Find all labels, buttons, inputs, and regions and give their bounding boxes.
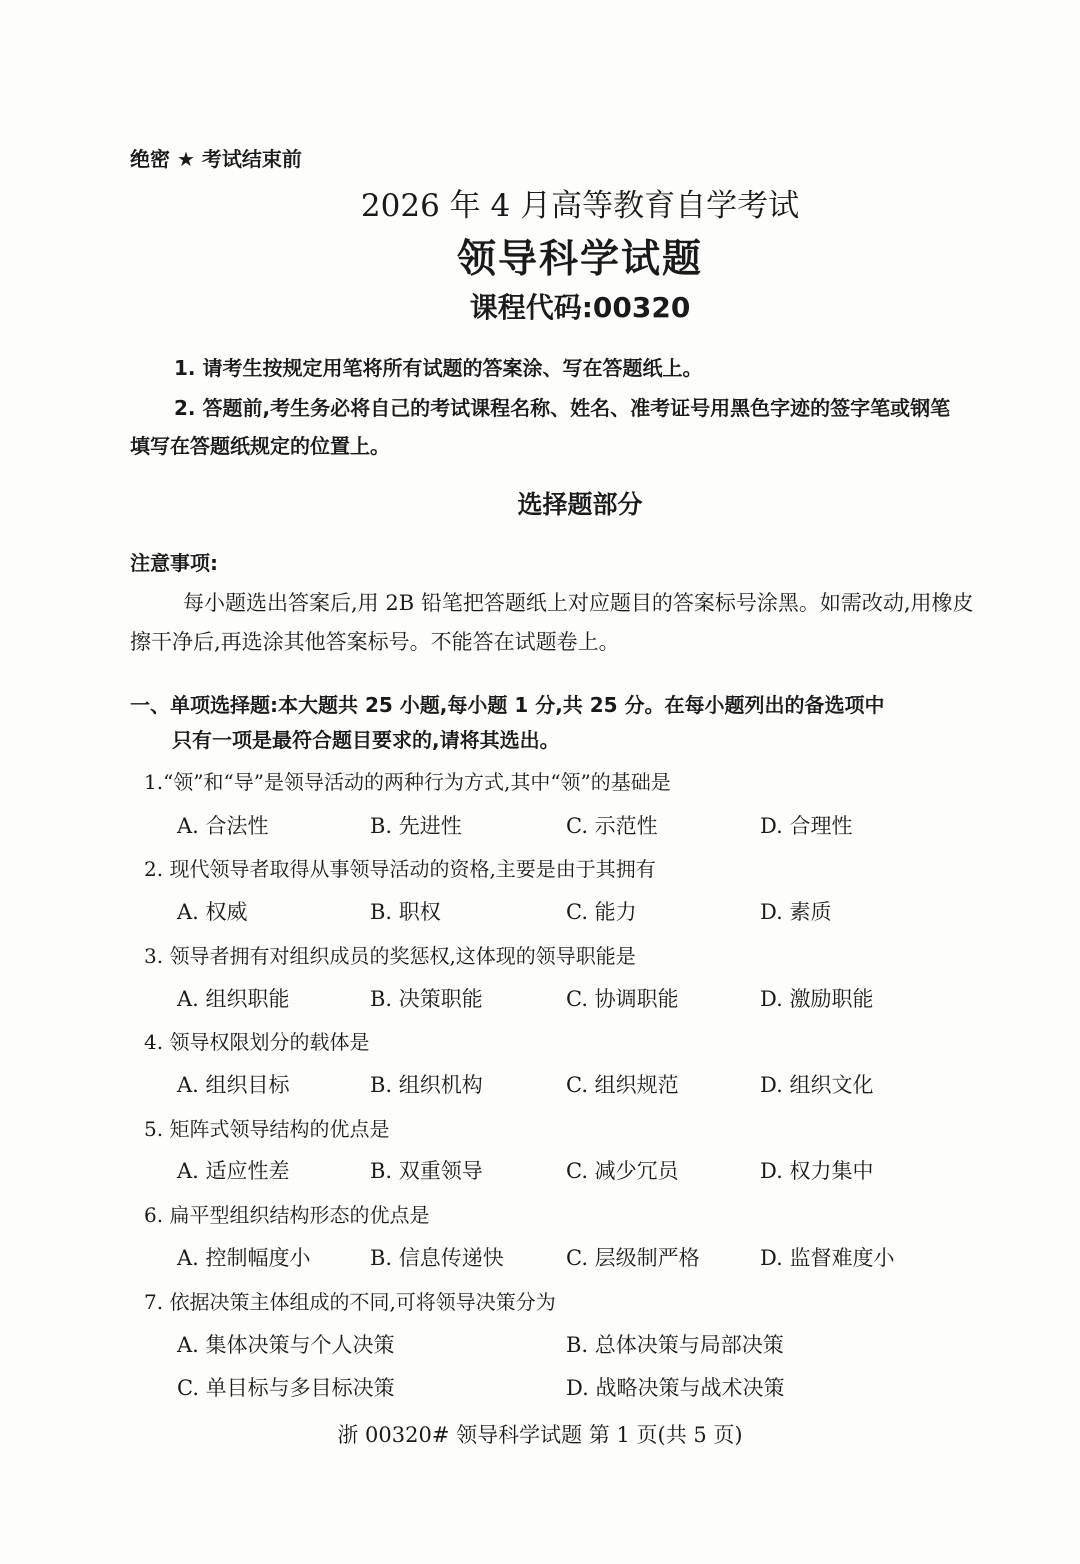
page-footer: 浙 00320# 领导科学试题 第 1 页(共 5 页)	[337, 1423, 743, 1447]
question-7-option-c: C. 单目标与多目标决策	[177, 1376, 395, 1400]
question-1-stem: 1.“领”和“导”是领导活动的两种行为方式,其中“领”的基础是	[144, 770, 671, 794]
question-5-option-d: D. 权力集中	[760, 1159, 874, 1183]
notice-line-1: 每小题选出答案后,用 2B 铅笔把答题纸上对应题目的答案标号涂黑。如需改动,用橡皮	[183, 591, 974, 615]
question-4-stem: 4. 领导权限划分的载体是	[144, 1030, 370, 1054]
question-6-option-a: A. 控制幅度小	[177, 1246, 311, 1270]
question-3-option-d: D. 激励职能	[760, 987, 874, 1011]
question-6-option-c: C. 层级制严格	[566, 1246, 700, 1270]
notice-title: 注意事项:	[130, 551, 218, 575]
question-7-option-d: D. 战略决策与战术决策	[566, 1376, 785, 1400]
question-4-option-a: A. 组织目标	[177, 1073, 290, 1097]
instruction-1: 1. 请考生按规定用笔将所有试题的答案涂、写在答题纸上。	[174, 356, 703, 380]
question-2-option-a: A. 权威	[177, 900, 248, 924]
question-1-option-d: D. 合理性	[760, 814, 853, 838]
question-5-stem: 5. 矩阵式领导结构的优点是	[144, 1117, 390, 1141]
instruction-2: 2. 答题前,考生务必将自己的考试课程名称、姓名、准考证号用黑色字迹的签字笔或钢笔	[174, 396, 951, 420]
question-2-stem: 2. 现代领导者取得从事领导活动的资格,主要是由于其拥有	[144, 857, 656, 881]
question-6-stem: 6. 扁平型组织结构形态的优点是	[144, 1203, 430, 1227]
question-3-stem: 3. 领导者拥有对组织成员的奖惩权,这体现的领导职能是	[144, 944, 636, 968]
question-1-option-b: B. 先进性	[370, 814, 462, 838]
exam-title: 领导科学试题	[456, 237, 703, 282]
question-3-option-a: A. 组织职能	[177, 987, 290, 1011]
notice-line-2: 擦干净后,再选涂其他答案标号。不能答在试题卷上。	[130, 630, 620, 654]
question-2-option-d: D. 素质	[760, 900, 832, 924]
question-7-option-a: A. 集体决策与个人决策	[177, 1333, 395, 1357]
question-2-option-c: C. 能力	[566, 900, 637, 924]
part-one-heading-continued: 只有一项是最符合题目要求的,请将其选出。	[172, 728, 560, 752]
question-6-option-d: D. 监督难度小	[760, 1246, 895, 1270]
question-3-option-b: B. 决策职能	[370, 987, 483, 1011]
section-title: 选择题部分	[517, 490, 643, 519]
question-7-option-b: B. 总体决策与局部决策	[566, 1333, 784, 1357]
question-2-option-b: B. 职权	[370, 900, 441, 924]
question-7-stem: 7. 依据决策主体组成的不同,可将领导决策分为	[144, 1290, 556, 1314]
instruction-2-continued: 填写在答题纸规定的位置上。	[130, 434, 390, 458]
exam-session-title: 2026 年 4 月高等教育自学考试	[360, 188, 800, 224]
question-4-option-d: D. 组织文化	[760, 1073, 874, 1097]
question-3-option-c: C. 协调职能	[566, 987, 679, 1011]
question-6-option-b: B. 信息传递快	[370, 1246, 504, 1270]
course-code: 课程代码:00320	[469, 291, 691, 324]
question-4-option-b: B. 组织机构	[370, 1073, 483, 1097]
question-5-option-b: B. 双重领导	[370, 1159, 483, 1183]
question-5-option-c: C. 减少冗员	[566, 1159, 679, 1183]
question-4-option-c: C. 组织规范	[566, 1073, 679, 1097]
part-one-heading: 一、单项选择题:本大题共 25 小题,每小题 1 分,共 25 分。在每小题列出的备选项中	[130, 693, 885, 717]
question-1-option-c: C. 示范性	[566, 814, 658, 838]
question-5-option-a: A. 适应性差	[177, 1159, 290, 1183]
confidential-label: 绝密 ★ 考试结束前	[130, 147, 302, 171]
question-1-option-a: A. 合法性	[177, 814, 269, 838]
